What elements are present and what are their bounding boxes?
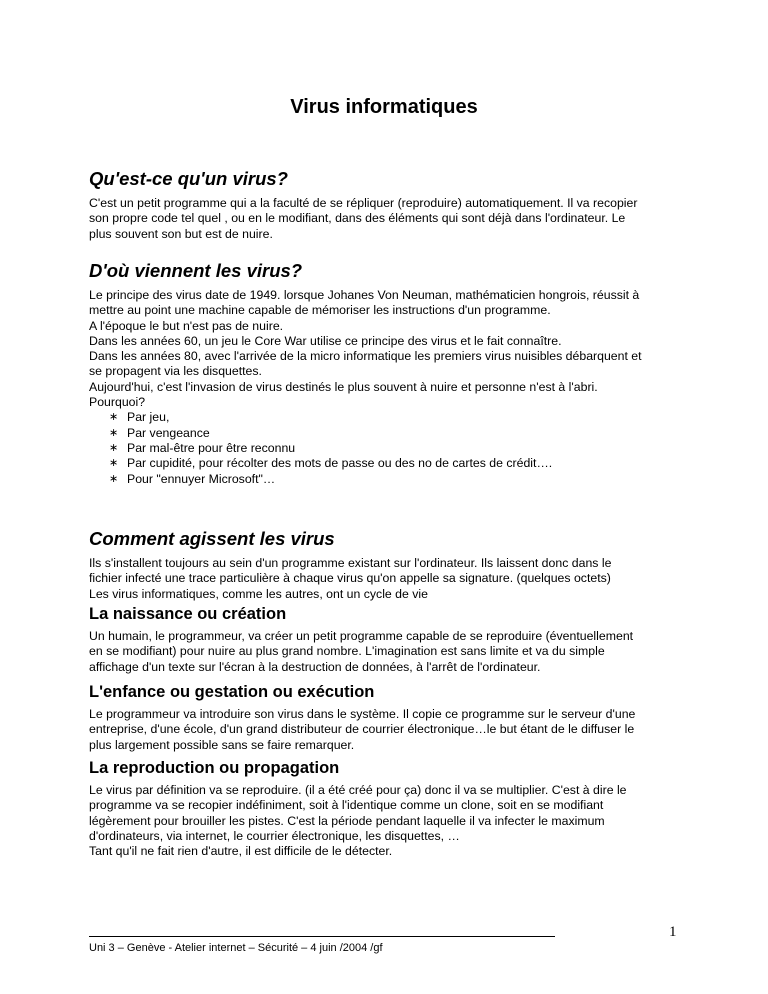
list-item: ∗ Par vengeance: [109, 425, 210, 440]
bullet-icon: ∗: [109, 426, 119, 439]
paragraph-line: fichier infecté une trace particulière à chaque virus qu'on appelle sa signature. (quelques octets): [89, 571, 611, 586]
section-how-viruses-act: [89, 528, 679, 602]
section-origin: [89, 260, 679, 487]
subsection-heading: La naissance ou création: [89, 605, 287, 623]
document-title: Virus informatiques: [290, 96, 478, 118]
footer-divider: [89, 936, 555, 937]
list-item: ∗ Par mal-être pour être reconnu: [109, 440, 296, 455]
section-childhood: [89, 682, 679, 753]
paragraph-line: Les virus informatiques, comme les autres, ont un cycle de vie: [89, 586, 428, 601]
paragraph-line: plus largement possible sans se faire remarquer.: [89, 737, 355, 752]
subsection-heading: L'enfance ou gestation ou exécution: [89, 683, 375, 701]
bullet-icon: ∗: [109, 457, 119, 470]
paragraph-line: son propre code tel quel , ou en le modifiant, dans des éléments qui sont déjà dans l'ordinateur. Le: [89, 211, 626, 226]
paragraph-line: programme va se recopier indéfiniment, soit à l'identique comme un clone, soit en se modifiant: [89, 798, 604, 813]
paragraph-line: C'est un petit programme qui a la faculté de se répliquer (reproduire) automatiquement. Il va recopier: [89, 196, 638, 210]
section-reproduction: [89, 758, 679, 859]
section-what-is-virus: [89, 168, 679, 242]
paragraph-line: Tant qu'il ne fait rien d'autre, il est difficile de le détecter.: [89, 844, 393, 859]
list-item: ∗ Par cupidité, pour récolter des mots de passe ou des no de cartes de crédit….: [109, 456, 553, 471]
paragraph-line: Aujourd'hui, c'est l'invasion de virus destinés le plus souvent à nuire et personne n'est à l'abri.: [89, 379, 598, 394]
section-birth: [89, 604, 679, 675]
bullet-icon: ∗: [109, 411, 119, 424]
bullet-icon: ∗: [109, 472, 119, 485]
paragraph-line: Pourquoi?: [89, 395, 146, 410]
paragraph-line: d'ordinateurs, via internet, le courrier électronique, les disquettes, …: [89, 828, 460, 843]
paragraph-line: en se modifiant) pour nuire au plus grand nombre. L'imagination est sans limite et va du simple: [89, 644, 605, 659]
paragraph-line: Ils s'installent toujours au sein d'un programme existant sur l'ordinateur. Ils laissent donc dans le: [89, 556, 612, 570]
reasons-list: [89, 410, 679, 486]
paragraph-line: Dans les années 60, un jeu le Core War utilise ce principe des virus et le fait connaître.: [89, 333, 562, 348]
page-number: 1: [669, 924, 677, 940]
paragraph-line: plus souvent son but est de nuire.: [89, 226, 273, 241]
paragraph-line: entreprise, d'une école, d'un grand distributeur de courrier électronique…le but étant de le diffuser le: [89, 722, 635, 737]
paragraph-line: légèrement pour brouiller les pistes. C'est la période pendant laquelle il va infecter le maximum: [89, 813, 605, 828]
paragraph-line: Le virus par définition va se reproduire. (il a été créé pour ça) donc il va se multiplier. C'est à dire le: [89, 783, 627, 797]
bullet-icon: ∗: [109, 441, 119, 454]
section-heading: Comment agissent les virus: [89, 528, 335, 549]
section-heading: D'où viennent les virus?: [89, 260, 303, 281]
paragraph-line: A l'époque le but n'est pas de nuire.: [89, 318, 284, 333]
paragraph-line: affichage d'un texte sur l'écran à la destruction de données, à l'arrêt de l'ordinateur.: [89, 659, 541, 674]
paragraph-line: Le principe des virus date de 1949. lorsque Johanes Von Neuman, mathématicien hongrois, réussit à: [89, 288, 640, 302]
paragraph-line: Dans les années 80, avec l'arrivée de la micro informatique les premiers virus nuisibles débarquent et: [89, 349, 642, 364]
list-item: ∗ Par jeu,: [109, 410, 170, 425]
paragraph-line: Le programmeur va introduire son virus dans le système. Il copie ce programme sur le serveur d'une: [89, 707, 636, 721]
paragraph-line: se propagent via les disquettes.: [89, 364, 262, 379]
section-heading: Qu'est-ce qu'un virus?: [89, 168, 288, 189]
subsection-heading: La reproduction ou propagation: [89, 759, 340, 777]
list-item: ∗ Pour "ennuyer Microsoft"…: [109, 471, 276, 486]
paragraph-line: Un humain, le programmeur, va créer un petit programme capable de se reproduire (éventuellement: [89, 629, 634, 643]
footer-text: Uni 3 – Genève - Atelier internet – Sécurité – 4 juin /2004 /gf: [89, 942, 383, 954]
paragraph-line: mettre au point une machine capable de mémoriser les instructions d'un programme.: [89, 303, 551, 318]
